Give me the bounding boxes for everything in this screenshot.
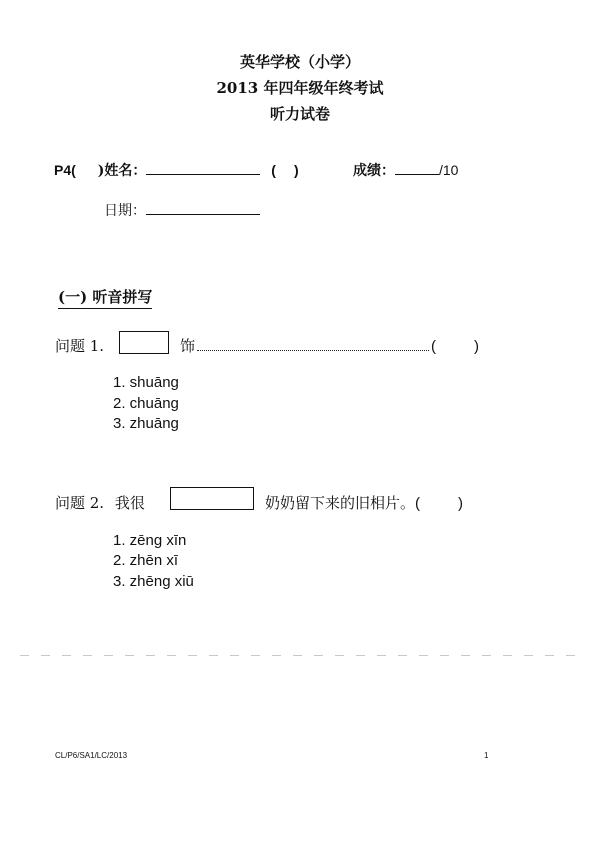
student-info-row <box>54 160 299 180</box>
question-2 <box>55 492 145 513</box>
question-1-label: 问题 1. <box>55 337 105 355</box>
score-label: 成绩： <box>353 163 395 179</box>
question-1-answer-close-paren: ) <box>474 338 480 355</box>
question-1-answer-open-paren: ( <box>431 338 437 355</box>
question-2-label: 问题 2. <box>55 494 105 512</box>
footer-code: CL/P6/SA1/LC/2013 <box>55 751 128 760</box>
question-1-dotted-leader <box>197 340 429 351</box>
question-2-option-3[interactable]: 3. zhēng xiū <box>113 573 194 590</box>
score-field[interactable] <box>395 174 439 175</box>
question-2-after-text: 奶奶留下来的旧相片。 <box>265 494 416 512</box>
exam-title: 2013 年四年级年终考试 <box>216 79 384 97</box>
score-row <box>353 160 458 180</box>
question-1-option-1[interactable]: 1. shuāng <box>113 374 179 391</box>
question-1-answer-box[interactable] <box>119 331 169 354</box>
question-2-answer-open-paren: ( <box>415 495 421 512</box>
question-2-option-2[interactable]: 2. zhēn xī <box>113 552 179 569</box>
class-label: P4( <box>54 162 76 178</box>
question-2-sentence <box>265 492 463 513</box>
section-title: (一) 听音拼写 <box>58 286 152 309</box>
question-2-before-text: 我很 <box>114 494 145 512</box>
class-number-close-paren: ) <box>293 162 299 178</box>
school-name: 英华学校（小学） <box>239 53 360 71</box>
date-field[interactable] <box>146 214 260 215</box>
score-total: /10 <box>439 162 459 178</box>
name-field[interactable] <box>146 174 260 175</box>
date-label: 日期： <box>104 203 146 219</box>
page-number: 1 <box>484 751 489 760</box>
name-label: )姓名： <box>97 163 147 179</box>
date-row <box>104 200 260 220</box>
paper-title: 听力试卷 <box>269 105 330 123</box>
question-2-option-1[interactable]: 1. zēng xīn <box>113 532 187 549</box>
question-1-option-2[interactable]: 2. chuāng <box>113 395 179 412</box>
question-1 <box>55 335 104 356</box>
class-number-open-paren: ( <box>271 162 276 178</box>
question-1-after-text: 饰 <box>180 337 196 355</box>
question-2-answer-close-paren: ) <box>458 495 464 512</box>
question-2-answer-box[interactable] <box>170 487 254 510</box>
question-1-sentence <box>180 335 479 356</box>
question-1-option-3[interactable]: 3. zhuāng <box>113 415 179 432</box>
